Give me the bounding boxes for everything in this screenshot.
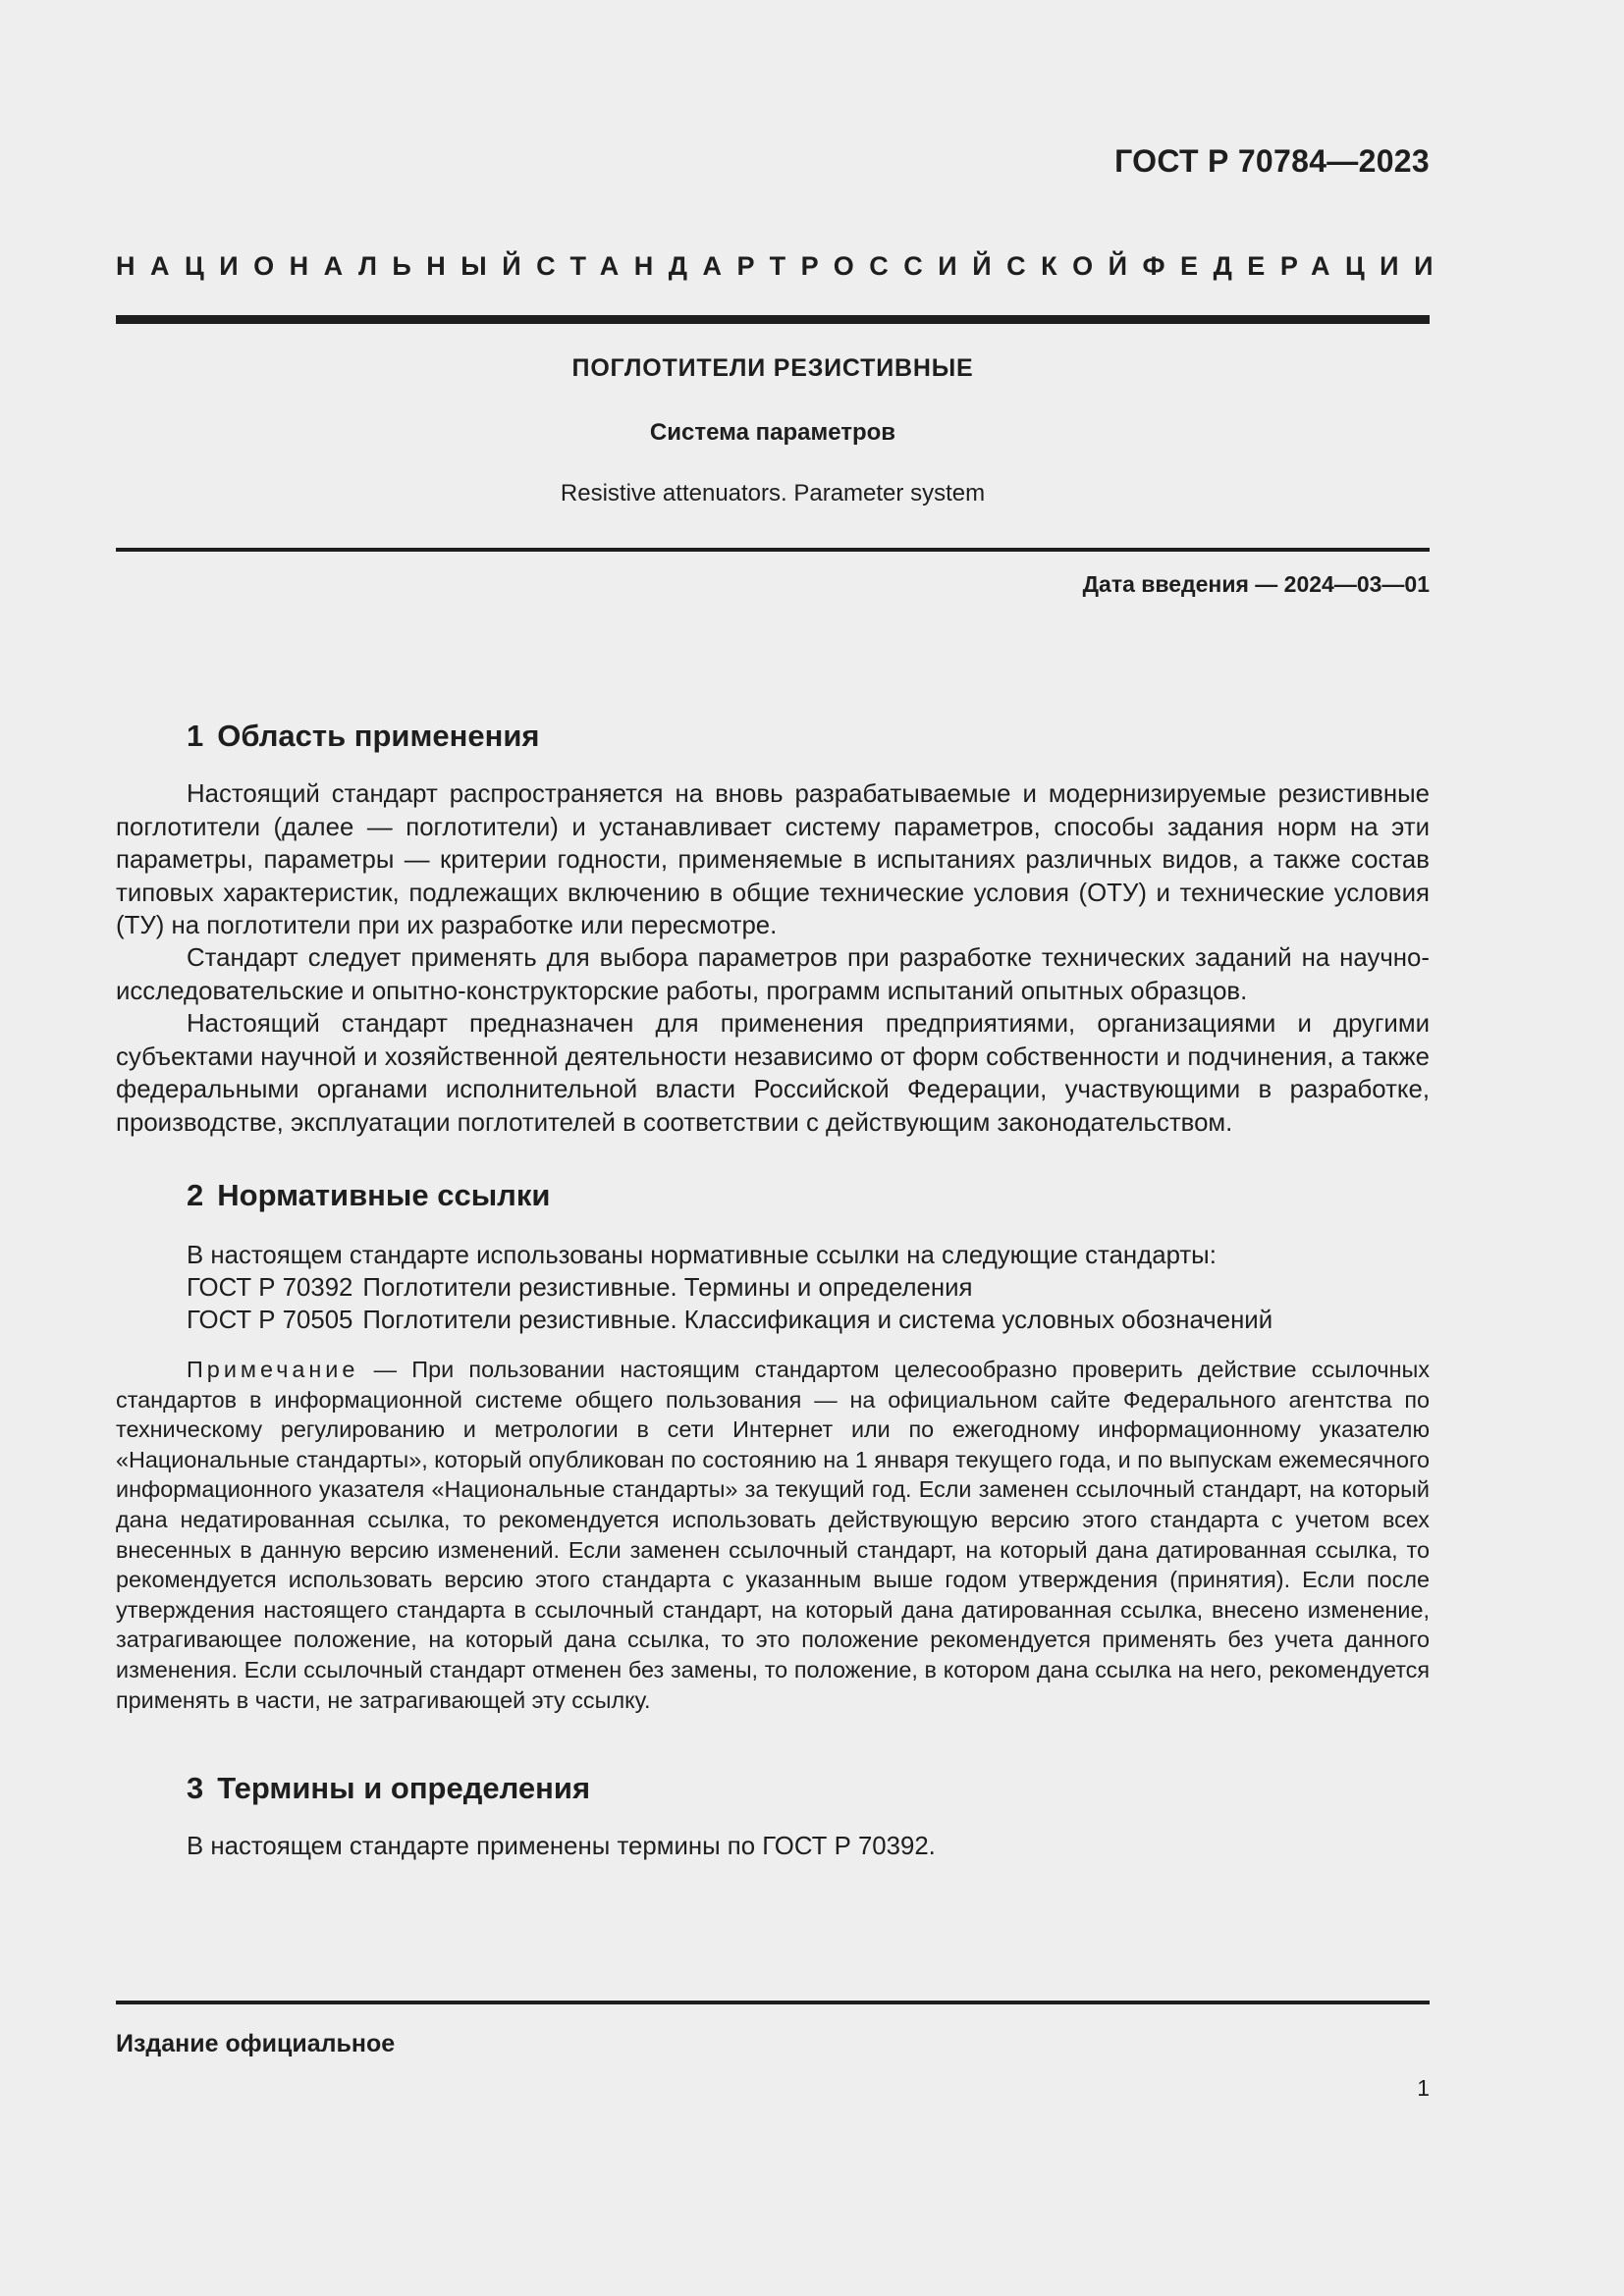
section-title: Нормативные ссылки xyxy=(217,1178,551,1212)
reference-text: Поглотители резистивные. Классификация и система условных обозначений xyxy=(362,1307,1273,1334)
note-label: Примечание xyxy=(187,1357,359,1382)
section-number: 1 xyxy=(187,719,204,753)
national-standard-heading xyxy=(116,251,1448,282)
references-intro: В настоящем стандарте использованы нормативные ссылки на следующие стандарты: xyxy=(187,1242,1217,1269)
reference-item xyxy=(187,1305,1272,1338)
reference-code: ГОСТ Р 70505 xyxy=(187,1307,353,1334)
section-title: Область применения xyxy=(217,719,540,753)
reference-code: ГОСТ Р 70392 xyxy=(187,1274,353,1302)
section-number: 3 xyxy=(187,1771,204,1805)
footer-divider xyxy=(116,2001,1430,2004)
heading-word: ФЕДЕРАЦИИ xyxy=(1142,251,1448,281)
introduction-date: Дата введения — 2024—03—01 xyxy=(1082,571,1430,597)
document-subtitle: Система параметров xyxy=(649,419,896,446)
title-divider xyxy=(116,548,1430,552)
heading-word: РОССИЙСКОЙ xyxy=(800,251,1143,281)
references-note xyxy=(116,1355,1430,1715)
scope-paragraph-2: Стандарт следует применять для выбора параметров при разработке технических заданий на научно-исследовательские и опытно-конструкторские работы, программ испытаний опытных образцов. xyxy=(116,944,1430,1005)
heading-word: СТАНДАРТ xyxy=(536,251,801,281)
section-number: 2 xyxy=(187,1178,204,1212)
standard-number: ГОСТ Р 70784—2023 xyxy=(1114,143,1430,179)
reference-item xyxy=(187,1272,972,1306)
document-title: ПОГЛОТИТЕЛИ РЕЗИСТИВНЫЕ xyxy=(571,354,974,382)
reference-text: Поглотители резистивные. Термины и определения xyxy=(362,1274,973,1302)
header-divider-thick xyxy=(116,315,1430,324)
english-title: Resistive attenuators. Parameter system xyxy=(560,480,986,507)
scope-paragraph-3: Настоящий стандарт предназначен для применения предприятиями, организациями и другими субъектами научной и хозяйственной деятельности независимо от форм собственности и подчинения, а также федеральными органами исполнительной власти Российской Федерации, участвующими в разработке, производстве, эксплуатации поглотителей в соответствии с действующим законодательством. xyxy=(116,1010,1430,1137)
section-heading-terms xyxy=(187,1771,590,1806)
scope-paragraph-1: Настоящий стандарт распространяется на вновь разрабатываемые и модернизируемые резистивные поглотители (далее — поглотители) и устанавливает систему параметров, способы задания норм на эти параметры, параметры — критерии годности, применяемые в испытаниях различных видов, а также состав типовых характеристик, подлежащих включению в общие технические условия (ОТУ) и технические условия (ТУ) на поглотители при их разработке или пересмотре. xyxy=(116,780,1430,939)
terms-paragraph: В настоящем стандарте применены термины по ГОСТ Р 70392. xyxy=(187,1833,936,1860)
section-title: Термины и определения xyxy=(217,1771,591,1805)
section-heading-references xyxy=(187,1178,550,1213)
official-edition-label: Издание официальное xyxy=(116,2030,396,2057)
page-number: 1 xyxy=(1417,2075,1430,2101)
heading-word: НАЦИОНАЛЬНЫЙ xyxy=(116,251,537,281)
note-text: — При пользовании настоящим стандартом целесообразно проверить действие ссылочных стандартов в информационной системе общего пользования — на официальном сайте Федерального агентства по техническому регулированию и метрологии в сети Интернет или по ежегодному информационному указателю «Национальные стандарты», который опубликован по состоянию на 1 января текущего года, и по выпускам ежемесячного информационного указателя «Национальные стандарты» за текущий год. Если заменен ссылочный стандарт, на который дана недатированная ссылка, то рекомендуется использовать действующую версию этого стандарта с учетом всех внесенных в данную версию изменений. Если заменен ссылочный стандарт, на который дана датированная ссылка, то рекомендуется использовать версию этого стандарта с указанным выше годом утверждения (принятия). Если после утверждения настоящего стандарта в ссылочный стандарт, на который дана датированная ссылка, внесено изменение, затрагивающее положение, на который дана ссылка, то это положение рекомендуется применять без учета данного изменения. Если ссылочный стандарт отменен без замены, то положение, в котором дана ссылка на него, рекомендуется применять в части, не затрагивающей эту ссылку. xyxy=(116,1357,1431,1713)
section-heading-scope xyxy=(187,719,540,754)
